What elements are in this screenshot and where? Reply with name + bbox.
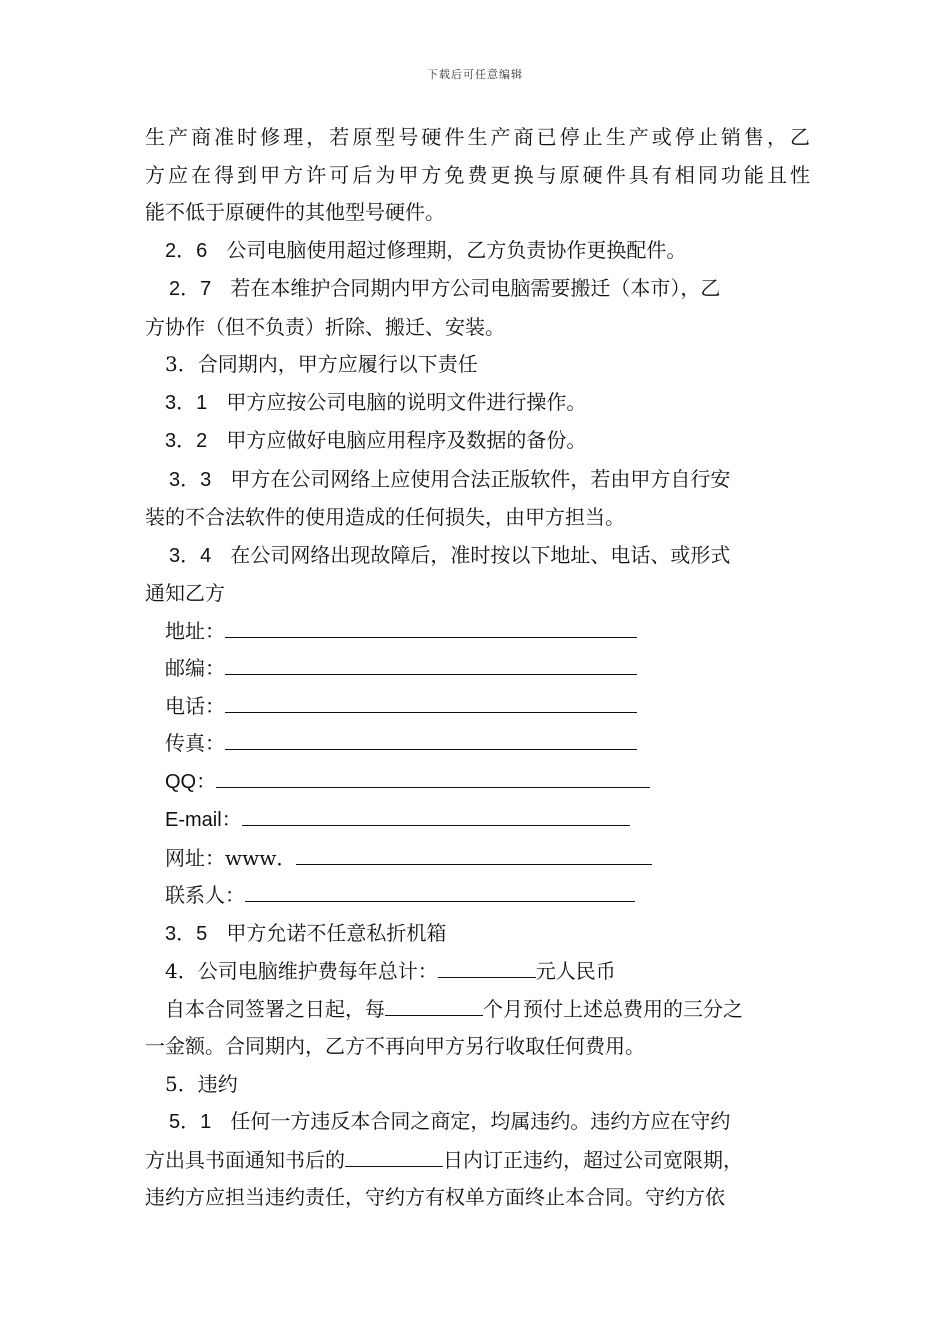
clause-3-3 bbox=[145, 461, 810, 500]
address-line bbox=[145, 613, 810, 651]
clause-number: 3．4 bbox=[169, 544, 212, 567]
clause-text-continued: 方协作（但不负责）折除、搬迁、安装。 bbox=[145, 314, 505, 339]
clause-3-2 bbox=[145, 422, 810, 461]
qq-blank[interactable] bbox=[216, 766, 650, 788]
clause-text: 甲方应做好电脑应用程序及数据的备份。 bbox=[226, 428, 587, 452]
clause-text-continued: 通知乙方 bbox=[145, 581, 225, 605]
clause-number: 2．6 bbox=[165, 239, 208, 262]
clause-text: 任何一方违反本合同之商定，均属违约。违约方应在守约 bbox=[230, 1109, 731, 1133]
paragraph-line: 生产商准时修理，若原型号硬件生产商已停止生产或停止销售，乙 bbox=[145, 125, 810, 149]
clause-text: 甲方在公司网络上应使用合法正版软件，若由甲方自行安 bbox=[230, 466, 731, 491]
clause-2-6 bbox=[145, 232, 810, 271]
section-title: 5．违约 bbox=[165, 1071, 238, 1096]
fee-label: 4．公司电脑维护费每年总计： bbox=[165, 959, 438, 983]
fax-label: 传真： bbox=[165, 731, 225, 755]
fax-blank[interactable] bbox=[225, 728, 637, 750]
website-line bbox=[145, 840, 810, 878]
contact-person-label: 联系人： bbox=[165, 883, 245, 907]
website-label: 网址：www． bbox=[165, 845, 297, 870]
phone-line bbox=[145, 688, 810, 726]
clause-text: 在公司网络出现故障后，准时按以下地址、电话、或形式 bbox=[230, 542, 731, 567]
clause-3-5 bbox=[145, 915, 810, 954]
months-blank[interactable] bbox=[385, 994, 483, 1016]
contract-body bbox=[145, 119, 810, 1217]
postcode-label: 邮编： bbox=[165, 656, 225, 680]
clause-text: 甲方允诺不任意私折机箱 bbox=[226, 920, 447, 945]
clause-text-suffix: 日内订正违约，超过公司宽限期， bbox=[443, 1147, 743, 1172]
paragraph-line: 方应在得到甲方许可后为甲方免费更换与原硬件具有相同功能且性 bbox=[145, 162, 810, 187]
fax-line bbox=[145, 725, 810, 763]
clause-number: 2．7 bbox=[169, 278, 212, 300]
postcode-line bbox=[145, 650, 810, 688]
website-blank[interactable] bbox=[296, 843, 652, 865]
clause-3-4 bbox=[145, 537, 810, 576]
phone-blank[interactable] bbox=[225, 691, 637, 713]
payment-prefix: 自本合同签署之日起，每 bbox=[165, 996, 385, 1021]
clause-text-continued bbox=[145, 1142, 810, 1180]
fee-blank[interactable] bbox=[438, 956, 536, 978]
email-label: E-mail： bbox=[165, 809, 242, 831]
postcode-blank[interactable] bbox=[225, 653, 637, 675]
section-4-fee bbox=[145, 953, 810, 991]
phone-label: 电话： bbox=[165, 693, 225, 718]
clause-5-1 bbox=[145, 1103, 810, 1142]
clause-text: 公司电脑使用超过修理期，乙方负责协作更换配件。 bbox=[226, 237, 687, 262]
contact-person-line bbox=[145, 877, 810, 915]
paragraph-line: 能不低于原硬件的其他型号硬件。 bbox=[145, 200, 445, 224]
clause-number: 3．2 bbox=[165, 430, 208, 452]
section-title: 3．合同期内，甲方应履行以下责任 bbox=[165, 352, 478, 376]
clause-text: 若在本维护合同期内甲方公司电脑需要搬迁（本市），乙 bbox=[230, 276, 721, 300]
clause-number: 3．1 bbox=[165, 391, 208, 414]
clause-3-1 bbox=[145, 384, 810, 423]
qq-label: QQ： bbox=[165, 770, 217, 793]
address-label: 地址： bbox=[165, 618, 225, 643]
clause-text-continued: 违约方应担当违约责任，守约方有权单方面终止本合同。守约方依 bbox=[145, 1185, 725, 1209]
clause-text-continued: 装的不合法软件的使用造成的任何损失，由甲方担当。 bbox=[145, 505, 625, 529]
payment-line-continued: 一金额。合同期内，乙方不再向甲方另行收取任何费用。 bbox=[145, 1034, 645, 1058]
section-3-heading bbox=[145, 346, 810, 384]
address-blank[interactable] bbox=[225, 616, 637, 638]
contact-person-blank[interactable] bbox=[245, 880, 635, 902]
clause-2-7 bbox=[145, 270, 810, 309]
clause-text-prefix: 方出具书面通知书后的 bbox=[145, 1147, 345, 1172]
page-header: 下载后可任意编辑 bbox=[427, 68, 523, 81]
qq-line bbox=[145, 763, 810, 802]
payment-suffix: 个月预付上述总费用的三分之 bbox=[483, 996, 743, 1021]
payment-line bbox=[145, 991, 810, 1029]
section-5-heading bbox=[145, 1066, 810, 1104]
email-blank[interactable] bbox=[242, 804, 630, 826]
fee-unit: 元人民币 bbox=[535, 959, 616, 983]
email-line bbox=[145, 801, 810, 840]
clause-number: 3．3 bbox=[169, 468, 212, 491]
clause-text: 甲方应按公司电脑的说明文件进行操作。 bbox=[226, 389, 587, 414]
days-blank[interactable] bbox=[345, 1145, 443, 1167]
clause-number: 3．5 bbox=[165, 922, 208, 945]
clause-number: 5．1 bbox=[169, 1111, 212, 1133]
